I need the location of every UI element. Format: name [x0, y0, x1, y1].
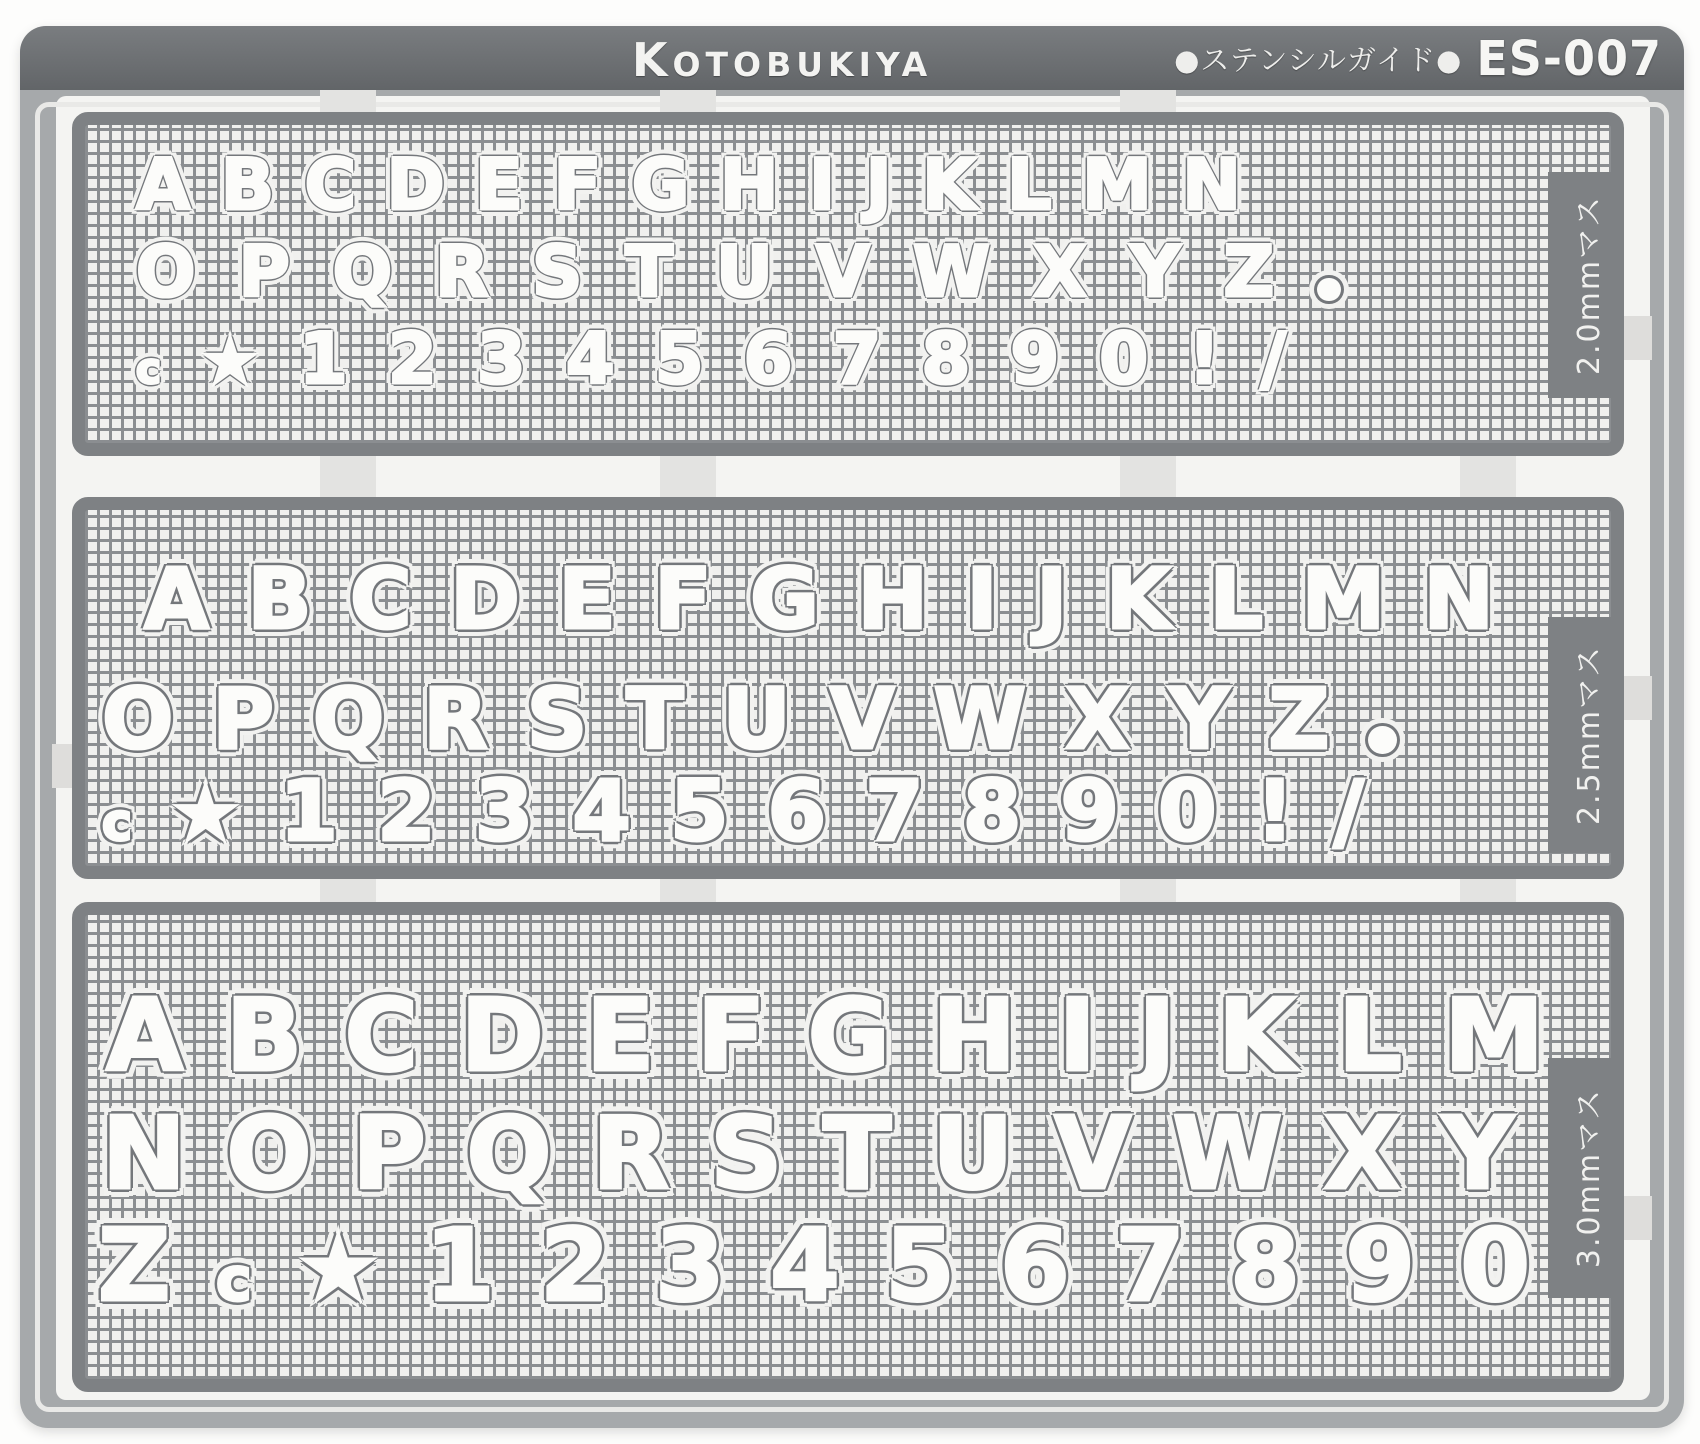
- stencil-glyph: R: [423, 670, 488, 768]
- stencil-glyph: Z: [1268, 670, 1330, 768]
- stencil-glyph: 2: [539, 1207, 610, 1324]
- sprue-connector-tab: [1620, 676, 1652, 720]
- stencil-glyph: K: [1218, 977, 1296, 1094]
- stencil-glyph: 5: [670, 762, 729, 860]
- stencil-row: [136, 231, 1341, 313]
- stencil-glyph: Z: [98, 1207, 171, 1324]
- stencil-glyph: D: [450, 550, 520, 648]
- stencil-glyph: N: [1423, 550, 1494, 648]
- stencil-glyph: [1317, 278, 1341, 302]
- stencil-glyph: J: [1036, 550, 1068, 648]
- size-tab-label: 3.0mmマス: [1572, 1087, 1607, 1269]
- sprue-connector-tab: [1460, 877, 1516, 905]
- sprue-connector-tab: [660, 454, 716, 500]
- stencil-glyph: H: [932, 977, 1017, 1094]
- stencil-glyph: Y: [1441, 1095, 1514, 1212]
- stencil-glyph: M: [1444, 977, 1544, 1094]
- stencil-glyph: 6: [743, 318, 793, 400]
- stencil-plate-2-0mm: [72, 112, 1624, 456]
- stencil-glyph: 3: [655, 1207, 725, 1324]
- stencil-glyph: X: [1065, 670, 1130, 768]
- size-tab: [1548, 172, 1624, 398]
- stencil-glyph: N: [1182, 144, 1241, 226]
- stencil-glyph: O: [136, 231, 196, 313]
- stencil-glyph: Q: [312, 670, 385, 768]
- sprue-connector-tab: [1620, 1196, 1652, 1240]
- product-code: ES-007: [1476, 29, 1662, 87]
- sprue-connector-tab: [1120, 90, 1176, 114]
- stencil-glyph: A: [144, 550, 210, 648]
- stencil-glyph: !: [1255, 762, 1295, 860]
- stencil-glyph: ★: [171, 769, 241, 859]
- stencil-glyph: 7: [1115, 1207, 1185, 1324]
- stencil-glyph: L: [1209, 550, 1263, 648]
- sprue-connector-tab: [320, 90, 376, 114]
- stencil-glyph: S: [531, 231, 583, 313]
- stencil-glyph: X: [1323, 1095, 1401, 1212]
- size-tab: [1548, 1058, 1624, 1298]
- stencil-glyph: V: [815, 231, 870, 313]
- stencil-glyph: M: [1301, 550, 1386, 648]
- sprue-connector-tab: [320, 454, 376, 500]
- stencil-glyph: [1368, 726, 1397, 755]
- stencil-glyph: K: [1105, 550, 1171, 648]
- stencil-glyph: 8: [1230, 1207, 1300, 1324]
- stencil-glyph: P: [238, 231, 290, 313]
- stencil-glyph: T: [625, 231, 674, 313]
- stencil-glyph: 0: [1099, 318, 1149, 400]
- stencil-glyph: H: [719, 144, 779, 226]
- stencil-glyph: Y: [1168, 670, 1230, 768]
- stencil-glyph: X: [1032, 231, 1087, 313]
- stencil-glyph: O: [102, 670, 174, 768]
- stencil-glyph: U: [715, 231, 773, 313]
- stencil-glyph: B: [220, 144, 275, 226]
- stencil-glyph: c: [215, 1245, 252, 1315]
- stencil-glyph: S: [526, 670, 588, 768]
- header-right-group: [1174, 26, 1662, 90]
- stencil-glyph: C: [344, 977, 419, 1094]
- stencil-glyph: 1: [424, 1207, 495, 1324]
- stencil-glyph: 1: [279, 762, 338, 860]
- stencil-plate-2-5mm: [72, 497, 1624, 879]
- stencil-row: [102, 670, 1397, 768]
- stencil-glyph: V: [1054, 1095, 1132, 1212]
- stencil-plate-3-0mm: [72, 902, 1624, 1392]
- stencil-glyph: c: [136, 344, 161, 393]
- stencil-glyph: R: [435, 231, 490, 313]
- stencil-glyph: 4: [565, 318, 615, 400]
- stencil-glyph: T: [823, 1095, 892, 1212]
- sprue-connector-tab: [1460, 454, 1516, 500]
- stencil-row: [136, 144, 1241, 226]
- stencil-glyph: 6: [767, 762, 827, 860]
- stencil-glyph: F: [553, 144, 602, 226]
- stencil-glyph: J: [1138, 977, 1176, 1094]
- stencil-glyph: F: [696, 977, 766, 1094]
- stencil-glyph: S: [710, 1095, 783, 1212]
- stencil-glyph: 8: [921, 318, 971, 400]
- stencil-glyph: 2: [377, 762, 436, 860]
- sprue-connector-tab: [1120, 877, 1176, 905]
- stencil-glyph: ★: [201, 324, 259, 399]
- stencil-glyph: I: [966, 550, 998, 648]
- stencil-row: [136, 318, 1286, 400]
- stencil-glyph: /: [1260, 318, 1286, 400]
- stencil-glyph: 9: [1345, 1207, 1415, 1324]
- stencil-glyph: B: [225, 977, 303, 1094]
- photo-etch-sheet: [20, 26, 1684, 1428]
- stencil-row: [106, 977, 1544, 1094]
- brand-text: KOTOBUKIYA: [631, 33, 933, 87]
- stencil-glyph: H: [857, 550, 928, 648]
- stencil-glyph: W: [912, 231, 991, 313]
- size-tab: [1548, 617, 1624, 853]
- stencil-glyph: 2: [387, 318, 437, 400]
- sprue-connector-tab: [660, 877, 716, 905]
- stencil-glyph: 7: [832, 318, 882, 400]
- stencil-row: [102, 1095, 1514, 1212]
- stencil-glyph: Y: [1129, 231, 1181, 313]
- stencil-glyph: U: [932, 1095, 1014, 1212]
- stencil-glyph: C: [350, 550, 412, 648]
- product-type-label: ●ステンシルガイド●: [1174, 42, 1463, 77]
- stencil-glyph: ★: [297, 1215, 380, 1322]
- stencil-glyph: Q: [466, 1095, 552, 1212]
- stencil-glyph: /: [1333, 762, 1364, 860]
- header-bar: [20, 26, 1684, 90]
- sprue-connector-tab: [660, 90, 716, 114]
- stencil-glyph: R: [592, 1095, 670, 1212]
- stencil-glyph: K: [922, 144, 977, 226]
- stencil-row: [102, 762, 1364, 860]
- sprue-connector-tab: [320, 877, 376, 905]
- stencil-glyph: E: [475, 144, 523, 226]
- stencil-glyph: W: [1172, 1095, 1283, 1212]
- stencil-glyph: P: [212, 670, 274, 768]
- size-tab-label: 2.0mmマス: [1572, 194, 1607, 376]
- stencil-glyph: P: [352, 1095, 426, 1212]
- stencil-glyph: 3: [476, 318, 526, 400]
- stencil-glyph: G: [807, 977, 890, 1094]
- stencil-glyph: B: [247, 550, 312, 648]
- stencil-glyph: Z: [1223, 231, 1275, 313]
- stencil-glyph: 9: [1060, 762, 1119, 860]
- sprue-connector-tab: [1120, 454, 1176, 500]
- stencil-glyph: 4: [572, 762, 631, 860]
- stencil-glyph: A: [106, 977, 184, 1094]
- stencil-glyph: L: [1006, 144, 1052, 226]
- stencil-glyph: D: [386, 144, 445, 226]
- stencil-glyph: !: [1188, 318, 1221, 400]
- stencil-glyph: 9: [1010, 318, 1060, 400]
- stencil-glyph: 0: [1460, 1207, 1530, 1324]
- stencil-glyph: c: [102, 793, 132, 852]
- stencil-glyph: G: [750, 550, 820, 648]
- stencil-glyph: 5: [654, 318, 704, 400]
- stencil-row: [98, 1207, 1530, 1324]
- stencil-glyph: 7: [865, 762, 924, 860]
- stencil-glyph: O: [226, 1095, 312, 1212]
- stencil-glyph: M: [1082, 144, 1152, 226]
- stencil-glyph: V: [829, 670, 895, 768]
- stencil-glyph: 6: [1000, 1207, 1070, 1324]
- stencil-glyph: 3: [474, 762, 534, 860]
- stencil-glyph: N: [102, 1095, 186, 1212]
- stencil-glyph: U: [722, 670, 791, 768]
- stencil-row: [144, 550, 1494, 648]
- stencil-glyph: Q: [332, 231, 393, 313]
- stencil-glyph: E: [586, 977, 655, 1094]
- stencil-glyph: F: [654, 550, 712, 648]
- stencil-glyph: T: [626, 670, 684, 768]
- stencil-glyph: G: [631, 144, 690, 226]
- stencil-glyph: C: [304, 144, 356, 226]
- stencil-glyph: I: [809, 144, 836, 226]
- size-tab-label: 2.5mmマス: [1572, 644, 1607, 826]
- stencil-glyph: E: [558, 550, 616, 648]
- stencil-glyph: W: [933, 670, 1027, 768]
- stencil-glyph: 1: [299, 318, 348, 400]
- stencil-glyph: 0: [1158, 762, 1217, 860]
- stencil-glyph: I: [1058, 977, 1096, 1094]
- stencil-glyph: D: [460, 977, 544, 1094]
- stencil-glyph: 8: [962, 762, 1022, 860]
- stencil-glyph: 4: [770, 1207, 840, 1324]
- stencil-glyph: L: [1338, 977, 1402, 1094]
- stencil-glyph: J: [865, 144, 892, 226]
- sprue-connector-tab: [1620, 316, 1652, 360]
- stencil-glyph: A: [136, 144, 191, 226]
- stencil-glyph: 5: [885, 1207, 955, 1324]
